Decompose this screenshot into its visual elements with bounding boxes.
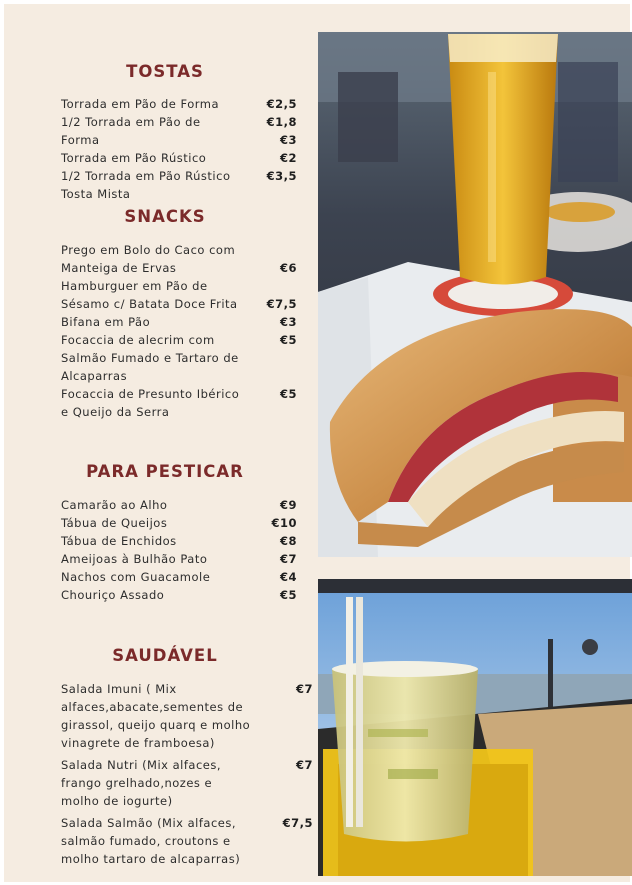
- item-price: €5: [279, 387, 297, 401]
- item-price: €3,5: [266, 169, 297, 183]
- item-name: Ameijoas à Bulhão Pato: [61, 552, 208, 566]
- item-name: Tábua de Enchidos: [61, 534, 177, 548]
- item-price: €6: [279, 261, 297, 275]
- menu-page: [4, 4, 630, 882]
- item-name: Salada Nutri (Mix alfaces,: [61, 758, 222, 772]
- section-title-para-pesticar: PARA PESTICAR: [86, 462, 244, 481]
- item-name: girassol, queijo quarq e molho: [61, 718, 251, 732]
- item-name: molho de iogurte): [61, 794, 173, 808]
- item-name: Tábua de Queijos: [61, 516, 168, 530]
- item-name: Prego em Bolo do Caco com: [61, 243, 236, 257]
- item-price: €7,5: [266, 297, 297, 311]
- item-name: Manteiga de Ervas: [61, 261, 177, 275]
- item-name: Focaccia de alecrim com: [61, 333, 215, 347]
- menu-item: [61, 756, 313, 810]
- item-name: Bifana em Pão: [61, 315, 151, 329]
- item-name: Forma: [61, 133, 100, 147]
- menu-item: [61, 113, 309, 149]
- item-price: €2,5: [266, 97, 297, 111]
- item-price: €5: [279, 333, 297, 347]
- menu-item: [61, 277, 309, 313]
- section-title-tostas: TOSTAS: [126, 62, 204, 81]
- item-name: Torrada em Pão Rústico: [61, 151, 207, 165]
- item-price: €3: [279, 315, 297, 329]
- item-name: Tosta Mista: [61, 187, 131, 201]
- menu-item: [61, 568, 309, 586]
- item-price: €4: [279, 570, 297, 584]
- item-name: Salmão Fumado e Tartaro de: [61, 351, 239, 365]
- item-price: €10: [271, 516, 297, 530]
- item-price: €1,8: [266, 115, 297, 129]
- menu-item: [61, 385, 309, 421]
- menu-item: [61, 496, 309, 514]
- item-name: 1/2 Torrada em Pão Rústico: [61, 169, 231, 183]
- item-name: 1/2 Torrada em Pão de: [61, 115, 201, 129]
- item-price: €2: [279, 151, 297, 165]
- item-price: €3: [279, 133, 297, 147]
- item-name: frango grelhado,nozes e: [61, 776, 213, 790]
- item-name: Chouriço Assado: [61, 588, 165, 602]
- item-price: €5: [279, 588, 297, 602]
- photo-beer-sandwich: [318, 32, 632, 557]
- item-price: €9: [279, 498, 297, 512]
- item-name: salmão fumado, croutons e: [61, 834, 231, 848]
- section-title-snacks: SNACKS: [124, 207, 206, 226]
- menu-item: [61, 814, 313, 868]
- menu-item: [61, 331, 309, 385]
- menu-item: [61, 586, 309, 604]
- section-title-saudavel: SAUDÁVEL: [112, 646, 218, 665]
- item-name: Hamburguer em Pão de: [61, 279, 208, 293]
- item-name: e Queijo da Serra: [61, 405, 170, 419]
- item-name: Torrada em Pão de Forma: [61, 97, 220, 111]
- item-price: €8: [279, 534, 297, 548]
- item-name: alfaces,abacate,sementes de: [61, 700, 244, 714]
- item-price: €7: [279, 552, 297, 566]
- item-price: €7: [295, 758, 313, 772]
- menu-item: [61, 149, 309, 167]
- item-price: €7,5: [282, 816, 313, 830]
- menu-item: [61, 313, 309, 331]
- item-name: Focaccia de Presunto Ibérico: [61, 387, 240, 401]
- item-name: Alcaparras: [61, 369, 128, 383]
- item-name: molho tartaro de alcaparras): [61, 852, 241, 866]
- item-name: Sésamo c/ Batata Doce Frita: [61, 297, 238, 311]
- item-name: Salada Imuni ( Mix: [61, 682, 177, 696]
- item-name: vinagrete de framboesa): [61, 736, 215, 750]
- menu-item: [61, 550, 309, 568]
- menu-item: [61, 95, 309, 113]
- menu-item: [61, 680, 313, 752]
- item-price: €7: [295, 682, 313, 696]
- menu-item: [61, 514, 309, 532]
- menu-item: [61, 532, 309, 550]
- menu-item: [61, 167, 309, 203]
- menu-item: [61, 241, 309, 277]
- photo-drink: [318, 579, 632, 876]
- item-name: Salada Salmão (Mix alfaces,: [61, 816, 237, 830]
- item-name: Camarão ao Alho: [61, 498, 168, 512]
- item-name: Nachos com Guacamole: [61, 570, 211, 584]
